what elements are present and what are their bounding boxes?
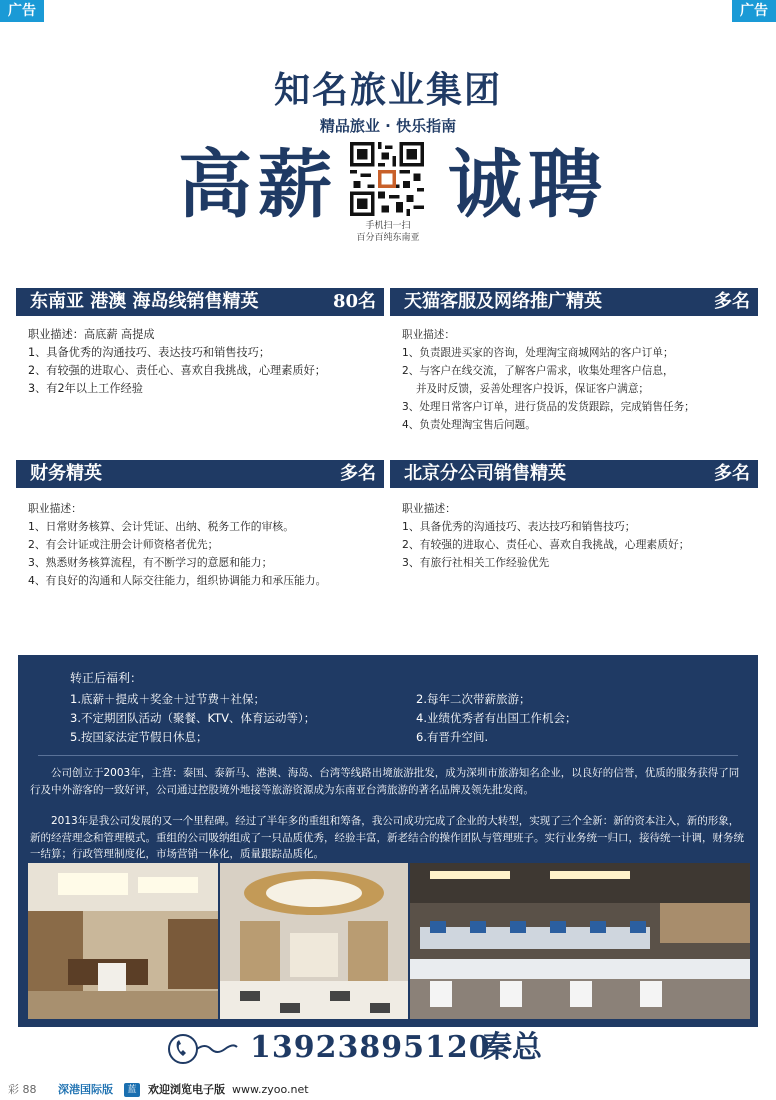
job-desc-beijing	[402, 500, 690, 572]
benefit-item: 2.每年二次带薪旅游；	[416, 692, 531, 706]
job-header-sea-sales	[16, 288, 384, 316]
company-milestone-paragraph: 2013年是我公司发展的又一个里程碑。经过了半年多的重组和筹备，我公司成功完成了企业的大转型，实现了三个全新：新的资本注入，新的形象，新的经营理念和管理模式。重组的公司吸纳组成了一只品质优秀，经验丰富，新老结合的操作团队与管理班子。实行业务统一归口，接待统一计调，财务统一结算；行政管理制度化，市场营销一体化，质量跟踪品质化。	[30, 815, 744, 860]
phone-icon	[166, 1032, 238, 1066]
job-header-finance	[16, 460, 384, 488]
job-desc-tmall	[402, 326, 695, 434]
job-item: 2、有较强的进取心、责任心、喜欢自我挑战，心理素质好；	[28, 364, 326, 377]
edition-label: 深港国际版	[58, 1083, 113, 1096]
job-item: 1、日常财务核算、会计凭证、出纳、税务工作的审核。	[28, 520, 294, 533]
job-count: 80名	[332, 291, 376, 312]
job-item: 4、有良好的沟通和人际交往能力，组织协调能力和承压能力。	[28, 574, 327, 587]
job-title: 东南亚 港澳 海岛线销售精英	[30, 291, 259, 312]
qr-caption-2: 百分百纯东南亚	[356, 233, 420, 243]
job-header-tmall	[390, 288, 758, 316]
slogan: 精品旅业 · 快乐指南	[319, 117, 457, 135]
benefit-item: 4.业绩优秀者有出国工作机会；	[416, 711, 577, 725]
office-photo-executive	[28, 863, 218, 1019]
job-item: 3、处理日常客户订单，进行货品的发货跟踪，完成销售任务；	[402, 401, 695, 413]
website-link[interactable]: www.zyoo.net	[232, 1083, 309, 1096]
job-count: 多名	[340, 463, 376, 484]
job-item: 2、与客户在线交流，了解客户需求，收集处理客户信息，	[402, 365, 674, 377]
job-count: 多名	[714, 463, 750, 484]
hire-headline-right: 诚聘	[448, 142, 608, 228]
contact-name: 秦总	[482, 1030, 542, 1065]
job-item: 3、熟悉财务核算流程，有不断学习的意愿和能力；	[28, 556, 273, 569]
job-item: 1、负责跟进买家的咨询，处理淘宝商城网站的客户订单；	[402, 347, 674, 359]
qr-block	[350, 142, 426, 244]
office-photo-lobby	[220, 863, 408, 1019]
job-item: 4、负责处理淘宝售后问题。	[402, 419, 536, 431]
company-name: 知名旅业集团	[273, 69, 502, 111]
footer	[0, 1080, 776, 1100]
qr-caption-1: 手机扫一扫	[365, 221, 411, 231]
contact-row	[0, 1030, 776, 1068]
job-lead: 职业描述：	[402, 329, 455, 341]
qr-code-icon[interactable]	[350, 142, 424, 216]
benefit-item: 1.底薪＋提成＋奖金＋过节费＋社保；	[70, 692, 265, 706]
contact-phone[interactable]: 13923895120	[250, 1030, 491, 1065]
page-number: 彩 88	[8, 1083, 37, 1096]
edition-badge: 蓝	[124, 1083, 140, 1097]
job-item: 3、有旅行社相关工作经验优先	[402, 556, 550, 569]
job-item: 并及时反馈，妥善处理客户投诉，保证客户满意；	[402, 383, 650, 395]
job-title: 财务精英	[30, 463, 102, 484]
job-count: 多名	[714, 291, 750, 312]
benefit-item: 5.按国家法定节假日休息；	[70, 730, 208, 744]
job-desc-finance	[28, 500, 326, 590]
job-item: 1、具备优秀的沟通技巧、表达技巧和销售技巧；	[28, 346, 271, 359]
job-item: 2、有较强的进取心、责任心、喜欢自我挑战，心理素质好；	[402, 538, 690, 551]
hire-headline-left: 高薪	[178, 142, 338, 228]
job-lead: 职业描述：	[28, 502, 82, 515]
header	[0, 62, 776, 136]
company-intro-paragraph: 公司创立于2003年，主营：泰国、泰新马、港澳、海岛、台湾等线路出境旅游批发，成为深圳市旅游知名企业，以良好的信誉，优质的服务获得了同行及中外游客的一致好评，公司通过控股境外地接等旅游资源成为东南亚台湾旅游的著名品牌及领先批发商。	[30, 767, 740, 796]
job-lead: 职业描述：	[402, 502, 456, 515]
job-item: 3、有2年以上工作经验	[28, 382, 143, 395]
job-title: 北京分公司销售精英	[404, 463, 566, 484]
job-desc-sea-sales	[28, 326, 326, 398]
ad-tag-right: 广告	[732, 0, 776, 22]
job-title: 天猫客服及网络推广精英	[404, 291, 602, 312]
benefits-panel	[18, 655, 758, 1027]
office-photo-workspace	[410, 863, 750, 1019]
browse-text: 欢迎浏览电子版	[148, 1083, 225, 1096]
hire-row	[0, 140, 776, 250]
benefit-item: 3.不定期团队活动（聚餐、KTV、体育运动等）；	[70, 711, 316, 725]
job-item: 2、有会计证或注册会计师资格者优先；	[28, 538, 219, 551]
benefit-item: 6.有晋升空间.	[416, 730, 489, 744]
office-photos	[28, 863, 750, 1019]
panel-divider	[38, 755, 738, 756]
job-lead: 职业描述：高底薪 高提成	[28, 328, 155, 341]
job-item: 1、具备优秀的沟通技巧、表达技巧和销售技巧；	[402, 520, 636, 533]
job-header-beijing	[390, 460, 758, 488]
benefits-title: 转正后福利：	[70, 671, 143, 685]
ad-tag-left: 广告	[0, 0, 44, 22]
